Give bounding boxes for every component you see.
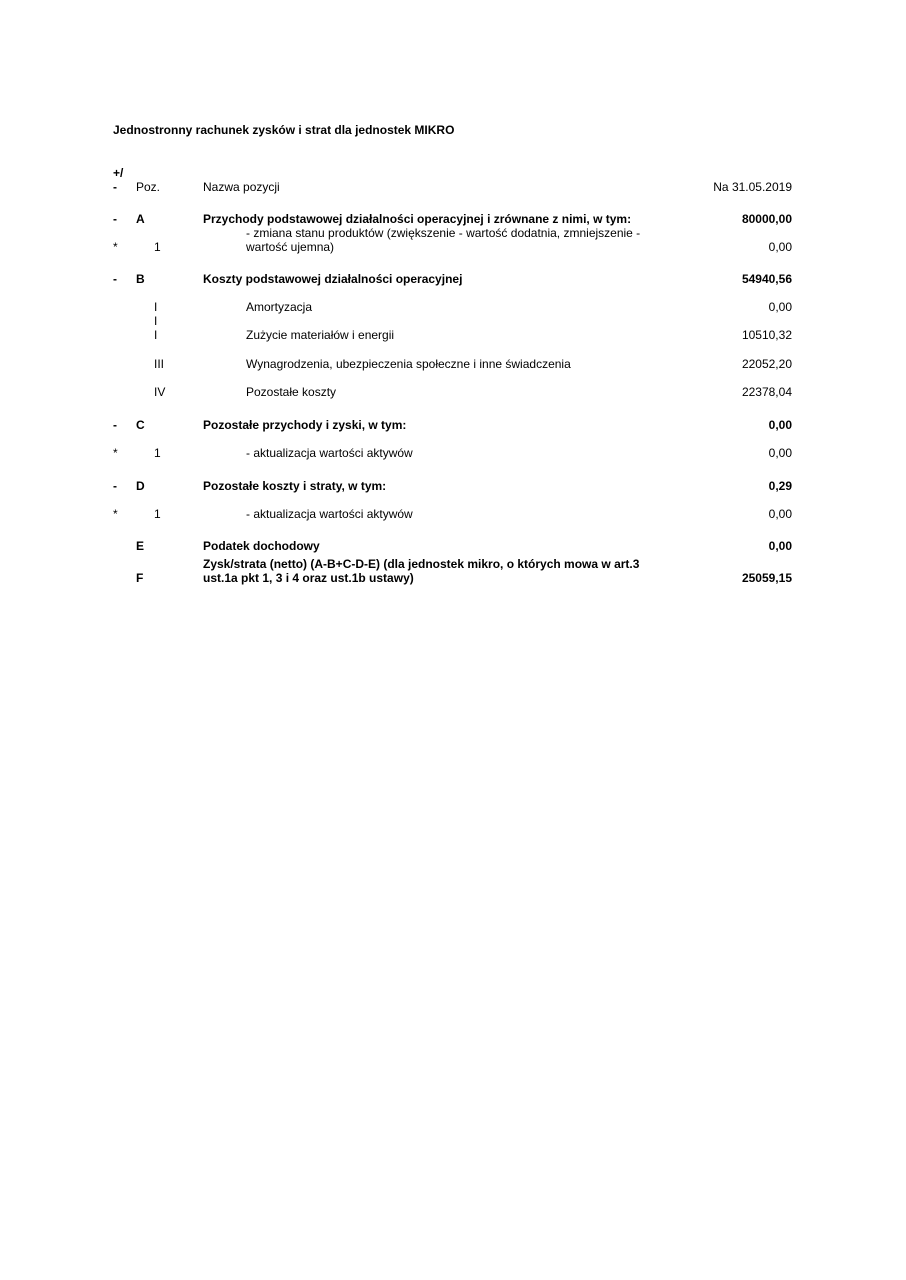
row-d-sign: - bbox=[113, 479, 117, 493]
row-b4-poz: IV bbox=[154, 385, 166, 399]
row-b4-value: 22378,04 bbox=[741, 385, 792, 399]
row-f-name-line1: Zysk/strata (netto) (A-B+C-D-E) (dla jednostek mikro, o których mowa w art.3 bbox=[203, 557, 640, 571]
row-b-poz: B bbox=[136, 272, 145, 286]
row-a1-value: 0,00 bbox=[768, 240, 792, 254]
row-b2-poz-line2: I bbox=[154, 328, 158, 342]
row-c1-poz: 1 bbox=[154, 446, 161, 460]
row-b3-poz: III bbox=[154, 357, 165, 371]
row-d-value: 0,29 bbox=[768, 479, 792, 493]
row-a1-sign: * bbox=[113, 240, 118, 254]
row-c1-value: 0,00 bbox=[768, 446, 792, 460]
document-title: Jednostronny rachunek zysków i strat dla jednostek MIKRO bbox=[113, 123, 455, 137]
row-d1-value: 0,00 bbox=[768, 507, 792, 521]
row-d-poz: D bbox=[136, 479, 145, 493]
row-e-poz: E bbox=[136, 539, 145, 553]
row-b2-value: 10510,32 bbox=[741, 328, 792, 342]
row-a-name: Przychody podstawowej działalności operacyjnej i zrównane z nimi, w tym: bbox=[203, 212, 632, 226]
row-a-sign: - bbox=[113, 212, 117, 226]
row-b-name: Koszty podstawowej działalności operacyjnej bbox=[203, 272, 463, 286]
row-e-value: 0,00 bbox=[768, 539, 792, 553]
row-c-name: Pozostałe przychody i zyski, w tym: bbox=[203, 418, 407, 432]
row-c-value: 0,00 bbox=[768, 418, 792, 432]
row-a1-name-line2: wartość ujemna) bbox=[246, 240, 335, 254]
row-b2-poz-line1: I bbox=[154, 314, 158, 328]
row-d-name: Pozostałe koszty i straty, w tym: bbox=[203, 479, 387, 493]
row-b3-value: 22052,20 bbox=[741, 357, 792, 371]
row-a-poz: A bbox=[136, 212, 145, 226]
row-c1-sign: * bbox=[113, 446, 118, 460]
row-b4-name: Pozostałe koszty bbox=[246, 385, 337, 399]
row-f-name-line2: ust.1a pkt 1, 3 i 4 oraz ust.1b ustawy) bbox=[203, 571, 414, 585]
row-b-value: 54940,56 bbox=[741, 272, 792, 286]
row-b2-name: Zużycie materiałów i energii bbox=[246, 328, 395, 342]
row-a1-poz: 1 bbox=[154, 240, 161, 254]
row-f-poz: F bbox=[136, 571, 144, 585]
row-c1-name: - aktualizacja wartości aktywów bbox=[246, 446, 413, 460]
row-c-poz: C bbox=[136, 418, 145, 432]
header-sign-top: +/ bbox=[113, 166, 124, 180]
header-name: Nazwa pozycji bbox=[203, 180, 280, 194]
row-d1-name: - aktualizacja wartości aktywów bbox=[246, 507, 413, 521]
row-a1-name-line1: - zmiana stanu produktów (zwiększenie - wartość dodatnia, zmniejszenie - bbox=[246, 226, 641, 240]
row-b1-name: Amortyzacja bbox=[246, 300, 313, 314]
row-b3-name: Wynagrodzenia, ubezpieczenia społeczne i inne świadczenia bbox=[246, 357, 571, 371]
row-d1-poz: 1 bbox=[154, 507, 161, 521]
row-c-sign: - bbox=[113, 418, 117, 432]
row-e-name: Podatek dochodowy bbox=[203, 539, 320, 553]
row-d1-sign: * bbox=[113, 507, 118, 521]
row-a-value: 80000,00 bbox=[741, 212, 792, 226]
row-f-value: 25059,15 bbox=[741, 571, 792, 585]
row-b1-value: 0,00 bbox=[768, 300, 792, 314]
header-date: Na 31.05.2019 bbox=[713, 180, 792, 194]
header-sign-bottom: - bbox=[113, 180, 117, 194]
header-poz: Poz. bbox=[136, 180, 161, 194]
row-b-sign: - bbox=[113, 272, 117, 286]
row-b1-poz: I bbox=[154, 300, 158, 314]
